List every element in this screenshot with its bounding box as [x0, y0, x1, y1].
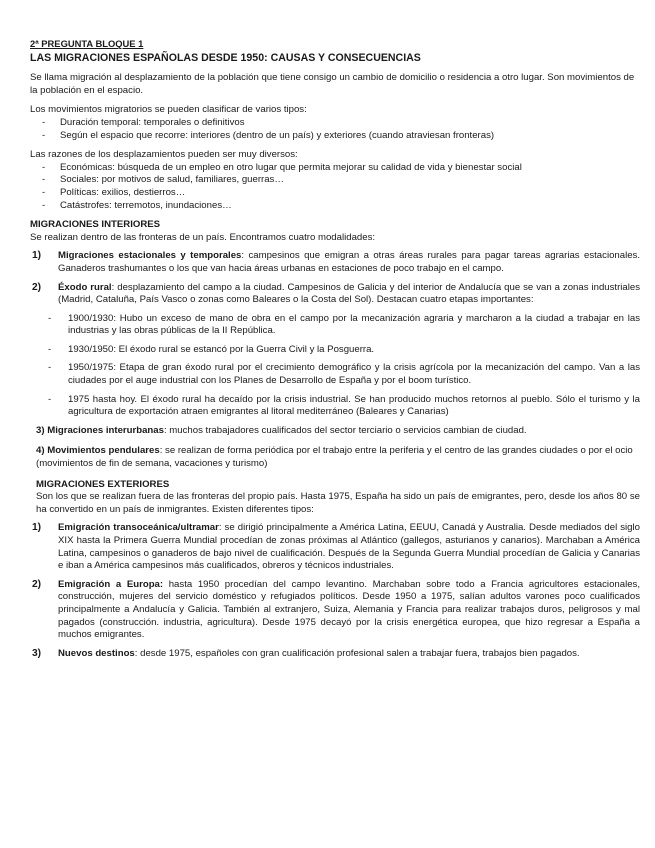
item-number: 1) [32, 522, 42, 534]
pendular-item [36, 445, 640, 470]
item-title: Migraciones estacionales y temporales [58, 250, 242, 262]
list-item: - Duración temporal: temporales o definitivos [30, 117, 640, 130]
list-item [30, 522, 640, 572]
document-page [30, 38, 640, 660]
document-title: LAS MIGRACIONES ESPAÑOLAS DESDE 1950: CAUSAS Y CONSECUENCIAS [30, 51, 421, 64]
list-item: - 1950/1975: Etapa de gran éxodo rural por el crecimiento demográfico y la crisis agrícola por la mecanización del campo. Van a las ciudades por el auge industrial con los Planes de Desarrollo de España y por el boom turístico. [30, 362, 640, 387]
interior-list [30, 250, 640, 306]
item-number: 1) [32, 250, 42, 262]
list-item: - 1900/1930: Hubo un exceso de mano de obra en el campo por la mecanización agraria y marcharon a la ciudad a trabajar en las industrias y las obras públicas de la II República. [30, 313, 640, 338]
item-number: 3) [32, 647, 42, 659]
item-number: 4) [36, 445, 45, 457]
block-heading: 2ª PREGUNTA BLOQUE 1 [30, 38, 144, 49]
list-item: - 1930/1950: El éxodo rural se estancó por la Guerra Civil y la Posguerra. [30, 344, 640, 357]
item-text: : desde 1975, españoles con gran cualificación profesional salen a trabajar fuera, trabajos bien pagados. [134, 647, 580, 659]
stages-list [30, 313, 640, 419]
intro-paragraph: Se llama migración al desplazamiento de la población que tiene consigo un cambio de domicilio o residencia a otro lugar. Son movimientos de la población en el espacio. [30, 72, 635, 96]
item-title: Emigración a Europa: [58, 578, 164, 590]
item-text: : muchos trabajadores cualificados del sector terciario o servicios cambian de ciudad. [163, 424, 527, 436]
types-list [30, 117, 640, 142]
list-item: - Catástrofes: terremotos, inundaciones… [30, 200, 640, 213]
list-item: - 1975 hasta hoy. El éxodo rural ha decaído por la crisis industrial. Se han producido muchos retornos al pueblo. Sólo el turismo y la agricultura de exportación atraen emigrantes al litoral mediterráneo (Baleares y Canarias) [30, 394, 640, 419]
item-text: : se dirigió principalmente a América Latina, EEUU, Canadá y Australia. Desde mediados del siglo XIX hasta la Primera Guerra Mundial procedían de zonas próximas al Atlántico (gallegos, asturianos y canarios). Marchaban a América Latina, campesinos o ganaderos de bajo nivel de cualificación. Después de la Segunda Guerra Mundial procedían de Galicia y Canarias e iban a América campesinos más cualificados, obreros y técnicos industriales. [58, 522, 640, 572]
reasons-list [30, 162, 640, 212]
reasons-intro: Las razones de los desplazamientos pueden ser muy diversos: [30, 149, 298, 161]
list-item: - Económicas: búsqueda de un empleo en otro lugar que permita mejorar su calidad de vida y bienestar social [30, 162, 640, 175]
item-text: : se realizan de forma periódica por el trabajo entre la periferia y el centro de las grandes ciudades o por el ocio (movimientos de fin de semana, vacaciones y turismo) [36, 445, 633, 470]
item-title: Movimientos pendulares [47, 445, 160, 457]
list-item: - Políticas: exilios, destierros… [30, 187, 640, 200]
item-number: 3) [36, 424, 45, 436]
exterior-intro: Son los que se realizan fuera de las fronteras del propio país. Hasta 1975, España ha sido un país de emigrantes, pero, desde los años 80 se ha convertido en un país de inmigrantes. Existen diferentes tipos: [36, 491, 640, 515]
exterior-list [30, 522, 640, 660]
item-title: Emigración transoceánica/ultramar [58, 522, 219, 534]
list-item: - Sociales: por motivos de salud, familiares, guerras… [30, 174, 640, 187]
item-text: : desplazamiento del campo a la ciudad. Campesinos de Galicia y del interior de Andalucía que se van a zonas industriales (Madrid, Cataluña, País Vasco o zonas como Baleares o la Costa del Sol). Destacan cuatro etapas importantes: [58, 281, 641, 306]
list-item: - Según el espacio que recorre: interiores (dentro de un país) y exteriores (cuando atraviesan fronteras) [30, 130, 640, 143]
interior-intro: Se realizan dentro de las fronteras de un país. Encontramos cuatro modalidades: [30, 231, 376, 243]
interior-heading: MIGRACIONES INTERIORES [30, 219, 161, 231]
item-text: : campesinos que emigran a otras áreas rurales para pagar tareas agrarias estacionales. Ganaderos trashumantes o los que van hacia áreas urbanas en estaciones de poco trabajo en el campo. [58, 250, 641, 274]
list-item [30, 250, 640, 275]
item-text: hasta 1950 procedían del campo levantino. Marchaban sobre todo a Francia agricultores estacionales, construcción, mujeres del servicio doméstico y refugiados políticos. Desde 1950 a 1975, salían adultos varones poco cualificados principalmente a Andalucía y Galicia. También al extranjero, Suiza, Alemania y Francia para realizar trabajos duros, peligrosos y mal pagados (construcción. industria, agricultura). Desde 1975 decayó por la crisis energética europea, que hizo regresar a España a muchos emigrantes. [58, 578, 640, 641]
types-intro: Los movimientos migratorios se pueden clasificar de varios tipos: [30, 104, 307, 116]
item-number: 2) [32, 578, 42, 590]
exterior-heading: MIGRACIONES EXTERIORES [36, 478, 170, 490]
item-number: 2) [32, 281, 42, 293]
item-title: Migraciones interurbanas [47, 424, 164, 436]
item-title: Nuevos destinos [58, 647, 135, 659]
list-item [30, 579, 640, 642]
item-title: Éxodo rural [58, 281, 112, 293]
interurban-item [36, 425, 640, 438]
list-item [30, 282, 640, 307]
list-item [30, 648, 640, 661]
